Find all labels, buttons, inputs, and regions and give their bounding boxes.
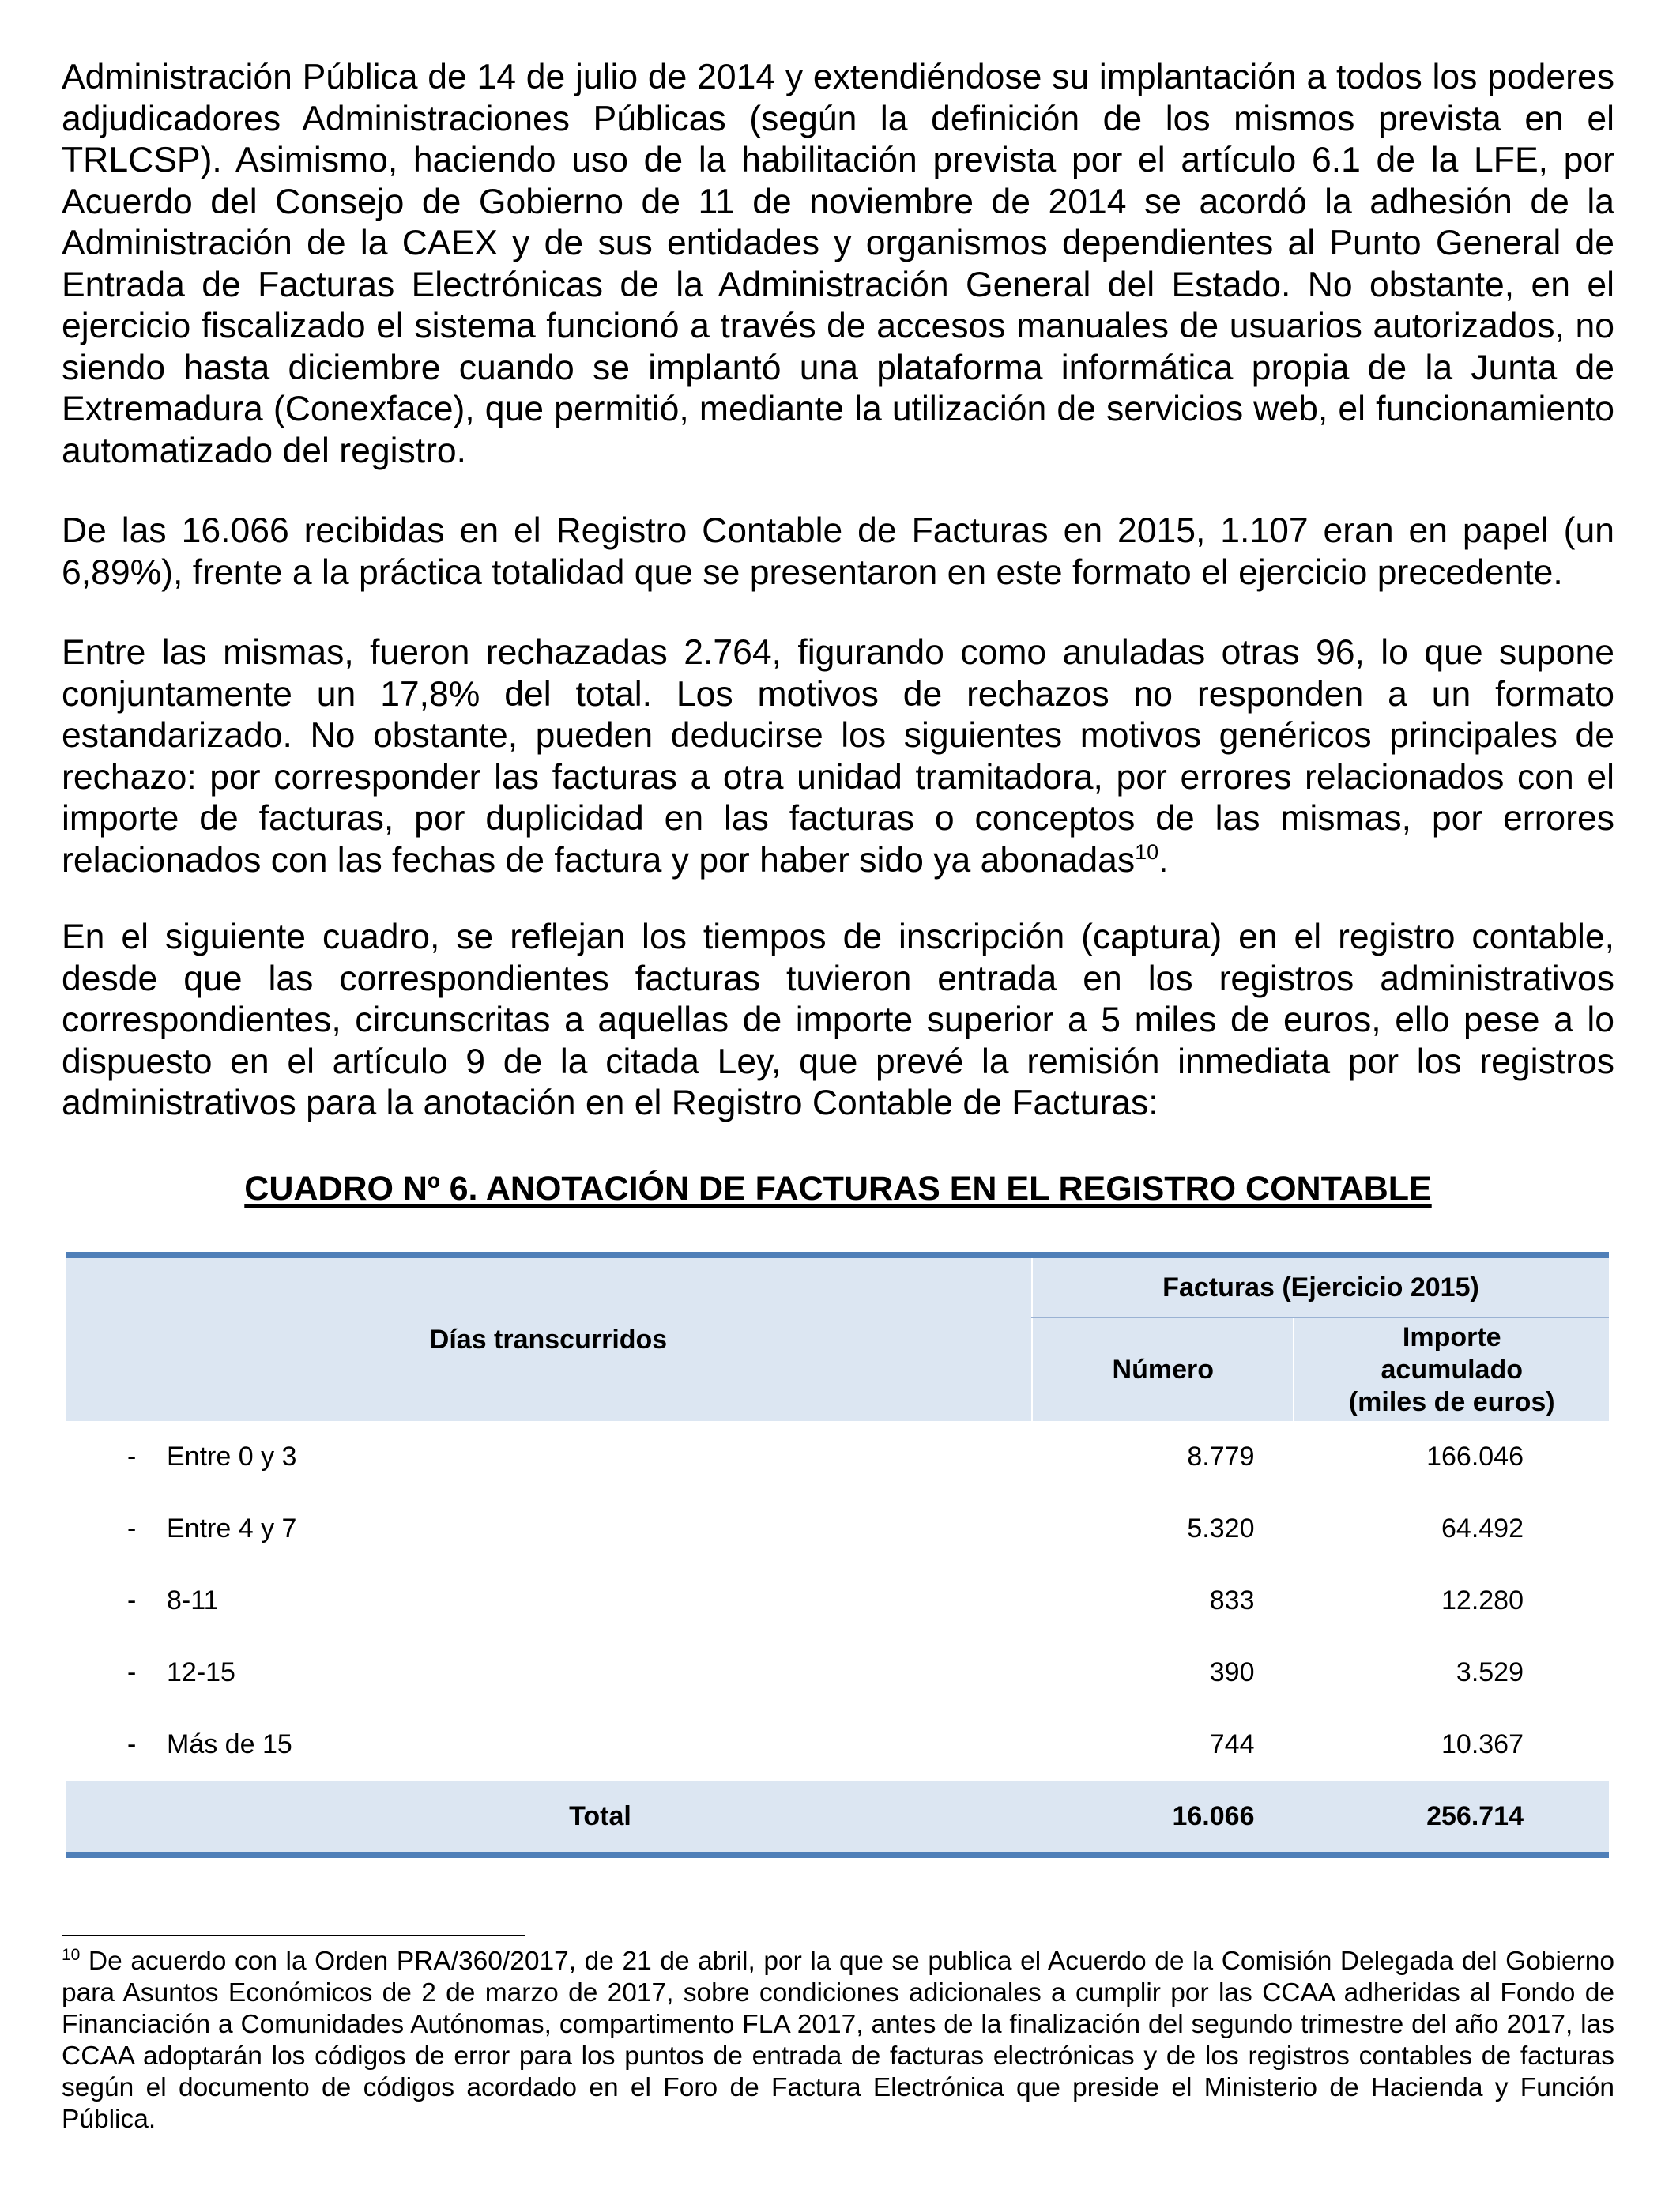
row-amount: 12.280 [1441, 1585, 1524, 1615]
row-number: 8.779 [1187, 1442, 1255, 1472]
header-amount-line1: Importe [1402, 1321, 1501, 1352]
header-invoices-group: Facturas (Ejercicio 2015) [1032, 1258, 1609, 1318]
row-number: 833 [1209, 1585, 1255, 1615]
header-amount-line3: (miles de euros) [1348, 1386, 1555, 1417]
row-amount: 166.046 [1426, 1442, 1524, 1472]
bullet-dash: - [127, 1657, 137, 1687]
paragraph-rejections-end: . [1158, 840, 1169, 880]
row-label: Entre 4 y 7 [167, 1514, 297, 1544]
table-row [66, 1709, 1609, 1781]
row-label: 12-15 [167, 1657, 235, 1687]
table-row [66, 1637, 1609, 1709]
table-row [66, 1565, 1609, 1637]
total-amount: 256.714 [1426, 1800, 1524, 1831]
row-amount: 3.529 [1456, 1657, 1524, 1687]
footnote-text: De acuerdo con la Orden PRA/360/2017, de 21 de abril, por la que se publica el Acuerdo de la Comisión Delegada del Gobierno para Asuntos Económicos de 2 de marzo de 2017, sobre condiciones adicionales a cumplir por las CCAA adheridas al Fondo de Financiación a Comunidades Autónomas, compartimento FLA 2017, antes de la finalización del segundo trimestre del año 2017, las CCAA adoptarán los códigos de error para los puntos de entrada de facturas electrónicas y de los registros contables de facturas según el documento de códigos acordado en el Foro de Factura Electrónica que preside el Ministerio de Hacienda y Función Pública. [62, 1947, 1614, 2134]
footnote [62, 1946, 1614, 2136]
paragraph-rejections [62, 632, 1614, 881]
table-bottom-rule [66, 1852, 1609, 1858]
row-number: 390 [1209, 1657, 1255, 1687]
paragraph-adhesion: Administración Pública de 14 de julio de 2014 y extendiéndose su implantación a todos los poderes adjudicadores Administraciones Públicas (según la definición de los mismos prevista en el TRLCSP). Asimismo, haciendo uso de la habilitación prevista por el artículo 6.1 de la LFE, por Acuerdo del Consejo de Gobierno de 11 de noviembre de 2014 se acordó la adhesión de la Administración de la CAEX y de sus entidades y organismos dependientes al Punto General de Entrada de Facturas Electrónicas de la Administración General del Estado. No obstante, en el ejercicio fiscalizado el sistema funcionó a través de accesos manuales de usuarios autorizados, no siendo hasta diciembre cuando se implantó una plataforma informática propia de la Junta de Extremadura (Conexface), que permitió, mediante la utilización de servicios web, el funcionamiento automatizado del registro. [62, 58, 1614, 470]
total-label: Total [569, 1800, 631, 1831]
table-total-row [66, 1781, 1609, 1852]
paragraph-table-intro: En el siguiente cuadro, se reflejan los tiempos de inscripción (captura) en el registro contable, desde que las correspondientes facturas tuvieron entrada en los registros administrativos correspondientes, circunscritas a aquellas de importe superior a 5 miles de euros, ello pese a lo dispuesto en el artículo 9 de la citada Ley, que prevé la remisión inmediata por los registros administrativos para la anotación en el Registro Contable de Facturas: [62, 918, 1614, 1122]
footnote-number: 10 [62, 1945, 81, 1964]
table-row [66, 1421, 1609, 1493]
paragraph-rejections-text: Entre las mismas, fueron rechazadas 2.764, figurando como anuladas otras 96, lo que supone conjuntamente un 17,8% del total. Los motivos de rechazos no responden a un formato estandarizado. No obstante, pueden deducirse los siguientes motivos genéricos principales de rechazo: por corresponder las facturas a otra unidad tramitadora, por errores relacionados con el importe de facturas, por duplicidad en las facturas o conceptos de las mismas, por errores relacionados con las fechas de factura y por haber sido ya abonadas [62, 633, 1614, 880]
row-label: Más de 15 [167, 1729, 292, 1759]
table-row [66, 1493, 1609, 1565]
bullet-dash: - [127, 1442, 137, 1472]
paragraph-paper-invoices: De las 16.066 recibidas en el Registro Contable de Facturas en 2015, 1.107 eran en papel (un 6,89%), frente a la práctica totalidad que se presentaron en este formato el ejercicio precedente. [62, 511, 1614, 592]
footnote-separator [62, 1935, 525, 1936]
invoice-registration-table [66, 1252, 1609, 1858]
bullet-dash: - [127, 1585, 137, 1615]
row-amount: 64.492 [1441, 1514, 1524, 1544]
header-days-elapsed: Días transcurridos [429, 1324, 668, 1355]
row-label: Entre 0 y 3 [167, 1442, 297, 1472]
row-number: 5.320 [1187, 1514, 1255, 1544]
footnote-reference[interactable]: 10 [1135, 839, 1159, 864]
header-amount [1294, 1318, 1609, 1421]
table-header-row [66, 1258, 1609, 1318]
bullet-dash: - [127, 1729, 137, 1759]
total-number: 16.066 [1172, 1800, 1255, 1831]
row-amount: 10.367 [1441, 1729, 1524, 1759]
row-label: 8-11 [167, 1585, 219, 1615]
row-number: 744 [1209, 1729, 1255, 1759]
header-amount-line2: acumulado [1381, 1354, 1523, 1385]
table-title: CUADRO Nº 6. ANOTACIÓN DE FACTURAS EN EL REGISTRO CONTABLE [244, 1170, 1432, 1208]
header-number: Número [1032, 1318, 1294, 1421]
table-top-rule [66, 1252, 1609, 1258]
bullet-dash: - [127, 1514, 137, 1544]
